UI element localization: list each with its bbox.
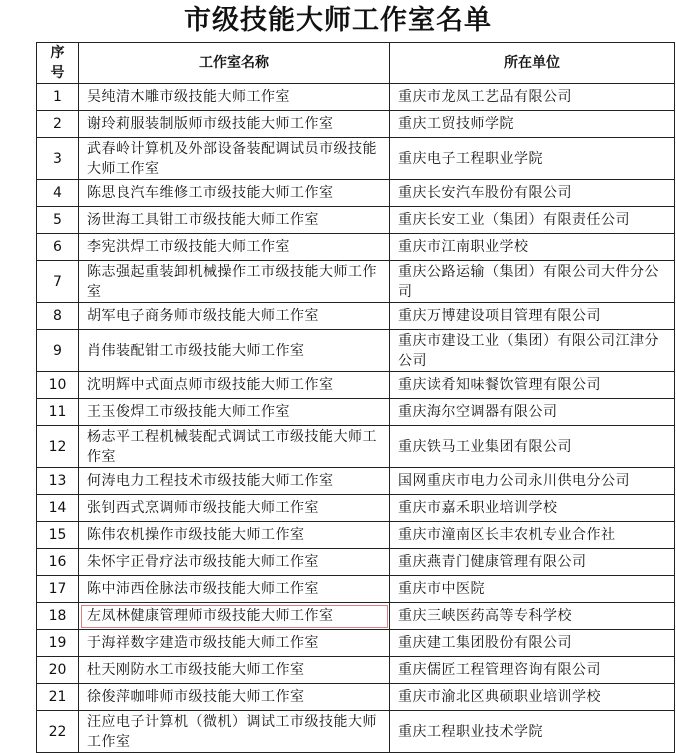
studio-name: 吴纯清木雕市级技能大师工作室 — [79, 84, 390, 111]
table-row — [37, 180, 675, 207]
unit-name: 重庆市江南职业学校 — [390, 234, 675, 261]
studio-name: 徐俊萍咖啡师市级技能大师工作室 — [79, 684, 390, 711]
row-num: 12 — [37, 426, 79, 468]
unit-name: 国网重庆市电力公司永川供电分公司 — [390, 468, 675, 495]
row-num: 21 — [37, 684, 79, 711]
table-row — [37, 495, 675, 522]
row-num: 18 — [37, 603, 79, 630]
studio-name: 陈伟农机操作市级技能大师工作室 — [79, 522, 390, 549]
row-num: 9 — [37, 330, 79, 372]
studio-name: 陈思良汽车维修工市级技能大师工作室 — [79, 180, 390, 207]
unit-name: 重庆三峡医药高等专科学校 — [390, 603, 675, 630]
studio-name: 陈志强起重装卸机械操作工市级技能大师工作室 — [79, 261, 390, 303]
header-num: 序号 — [37, 43, 79, 84]
table-row — [37, 468, 675, 495]
table-row — [37, 576, 675, 603]
studio-name: 于海祥数字建造市级技能大师工作室 — [79, 630, 390, 657]
row-num: 6 — [37, 234, 79, 261]
unit-name: 重庆市嘉禾职业培训学校 — [390, 495, 675, 522]
unit-name: 重庆燕青门健康管理有限公司 — [390, 549, 675, 576]
unit-name: 重庆市中医院 — [390, 576, 675, 603]
unit-name: 重庆长安工业（集团）有限责任公司 — [390, 207, 675, 234]
row-num: 4 — [37, 180, 79, 207]
table-row — [37, 372, 675, 399]
studio-name: 汪应电子计算机（微机）调试工市级技能大师工作室 — [79, 711, 390, 753]
table-row — [37, 399, 675, 426]
row-num: 16 — [37, 549, 79, 576]
studio-name: 杨志平工程机械装配式调试工市级技能大师工作室 — [79, 426, 390, 468]
studio-name: 汤世海工具钳工市级技能大师工作室 — [79, 207, 390, 234]
studio-table — [36, 42, 675, 753]
row-num: 5 — [37, 207, 79, 234]
row-num: 10 — [37, 372, 79, 399]
unit-name: 重庆工贸技师学院 — [390, 111, 675, 138]
table-row — [37, 630, 675, 657]
row-num: 19 — [37, 630, 79, 657]
table-row — [37, 207, 675, 234]
table-row — [37, 549, 675, 576]
table-row — [37, 657, 675, 684]
unit-name: 重庆海尔空调器有限公司 — [390, 399, 675, 426]
studio-name: 胡军电子商务师市级技能大师工作室 — [79, 303, 390, 330]
studio-name: 沈明辉中式面点师市级技能大师工作室 — [79, 372, 390, 399]
unit-name: 重庆长安汽车股份有限公司 — [390, 180, 675, 207]
table-row — [37, 684, 675, 711]
row-num: 3 — [37, 138, 79, 180]
row-num: 22 — [37, 711, 79, 753]
table-row — [37, 138, 675, 180]
studio-name: 肖伟装配钳工市级技能大师工作室 — [79, 330, 390, 372]
studio-name: 左凤林健康管理师市级技能大师工作室 — [79, 603, 390, 630]
unit-name: 重庆市建设工业（集团）有限公司江津分公司 — [390, 330, 675, 372]
studio-name: 杜天刚防水工市级技能大师工作室 — [79, 657, 390, 684]
unit-name: 重庆市龙凤工艺品有限公司 — [390, 84, 675, 111]
header-unit: 所在单位 — [390, 43, 675, 84]
unit-name: 重庆读肴知味餐饮管理有限公司 — [390, 372, 675, 399]
studio-name: 陈中沛西佺脉法市级技能大师工作室 — [79, 576, 390, 603]
studio-name: 谢玲莉服装制版师市级技能大师工作室 — [79, 111, 390, 138]
unit-name: 重庆市渝北区典硕职业培训学校 — [390, 684, 675, 711]
unit-name: 重庆万博建设项目管理有限公司 — [390, 303, 675, 330]
row-num: 2 — [37, 111, 79, 138]
table-row — [37, 522, 675, 549]
studio-name: 张钊西式烹调师市级技能大师工作室 — [79, 495, 390, 522]
unit-name: 重庆电子工程职业学院 — [390, 138, 675, 180]
studio-name: 朱怀宇正骨疗法市级技能大师工作室 — [79, 549, 390, 576]
table-row — [37, 234, 675, 261]
unit-name: 重庆儒匠工程管理咨询有限公司 — [390, 657, 675, 684]
header-name: 工作室名称 — [79, 43, 390, 84]
row-num: 1 — [37, 84, 79, 111]
row-num: 13 — [37, 468, 79, 495]
table-row — [37, 711, 675, 753]
table-header-row — [37, 43, 675, 84]
unit-name: 重庆建工集团股份有限公司 — [390, 630, 675, 657]
page-title: 市级技能大师工作室名单 — [184, 5, 492, 36]
table-row — [37, 261, 675, 303]
unit-name: 重庆铁马工业集团有限公司 — [390, 426, 675, 468]
studio-name: 王玉俊焊工市级技能大师工作室 — [79, 399, 390, 426]
row-num: 11 — [37, 399, 79, 426]
row-num: 17 — [37, 576, 79, 603]
unit-name: 重庆工程职业技术学院 — [390, 711, 675, 753]
table-row — [37, 303, 675, 330]
row-num: 15 — [37, 522, 79, 549]
row-num: 20 — [37, 657, 79, 684]
table-row — [37, 426, 675, 468]
row-num: 14 — [37, 495, 79, 522]
table-row — [37, 84, 675, 111]
unit-name: 重庆公路运输（集团）有限公司大件分公司 — [390, 261, 675, 303]
studio-name: 李宪洪焊工市级技能大师工作室 — [79, 234, 390, 261]
row-num: 7 — [37, 261, 79, 303]
table-row — [37, 111, 675, 138]
table-row — [37, 330, 675, 372]
unit-name: 重庆市潼南区长丰农机专业合作社 — [390, 522, 675, 549]
studio-name: 武春岭计算机及外部设备装配调试员市级技能大师工作室 — [79, 138, 390, 180]
table-row — [37, 603, 675, 630]
studio-name: 何涛电力工程技术市级技能大师工作室 — [79, 468, 390, 495]
row-num: 8 — [37, 303, 79, 330]
